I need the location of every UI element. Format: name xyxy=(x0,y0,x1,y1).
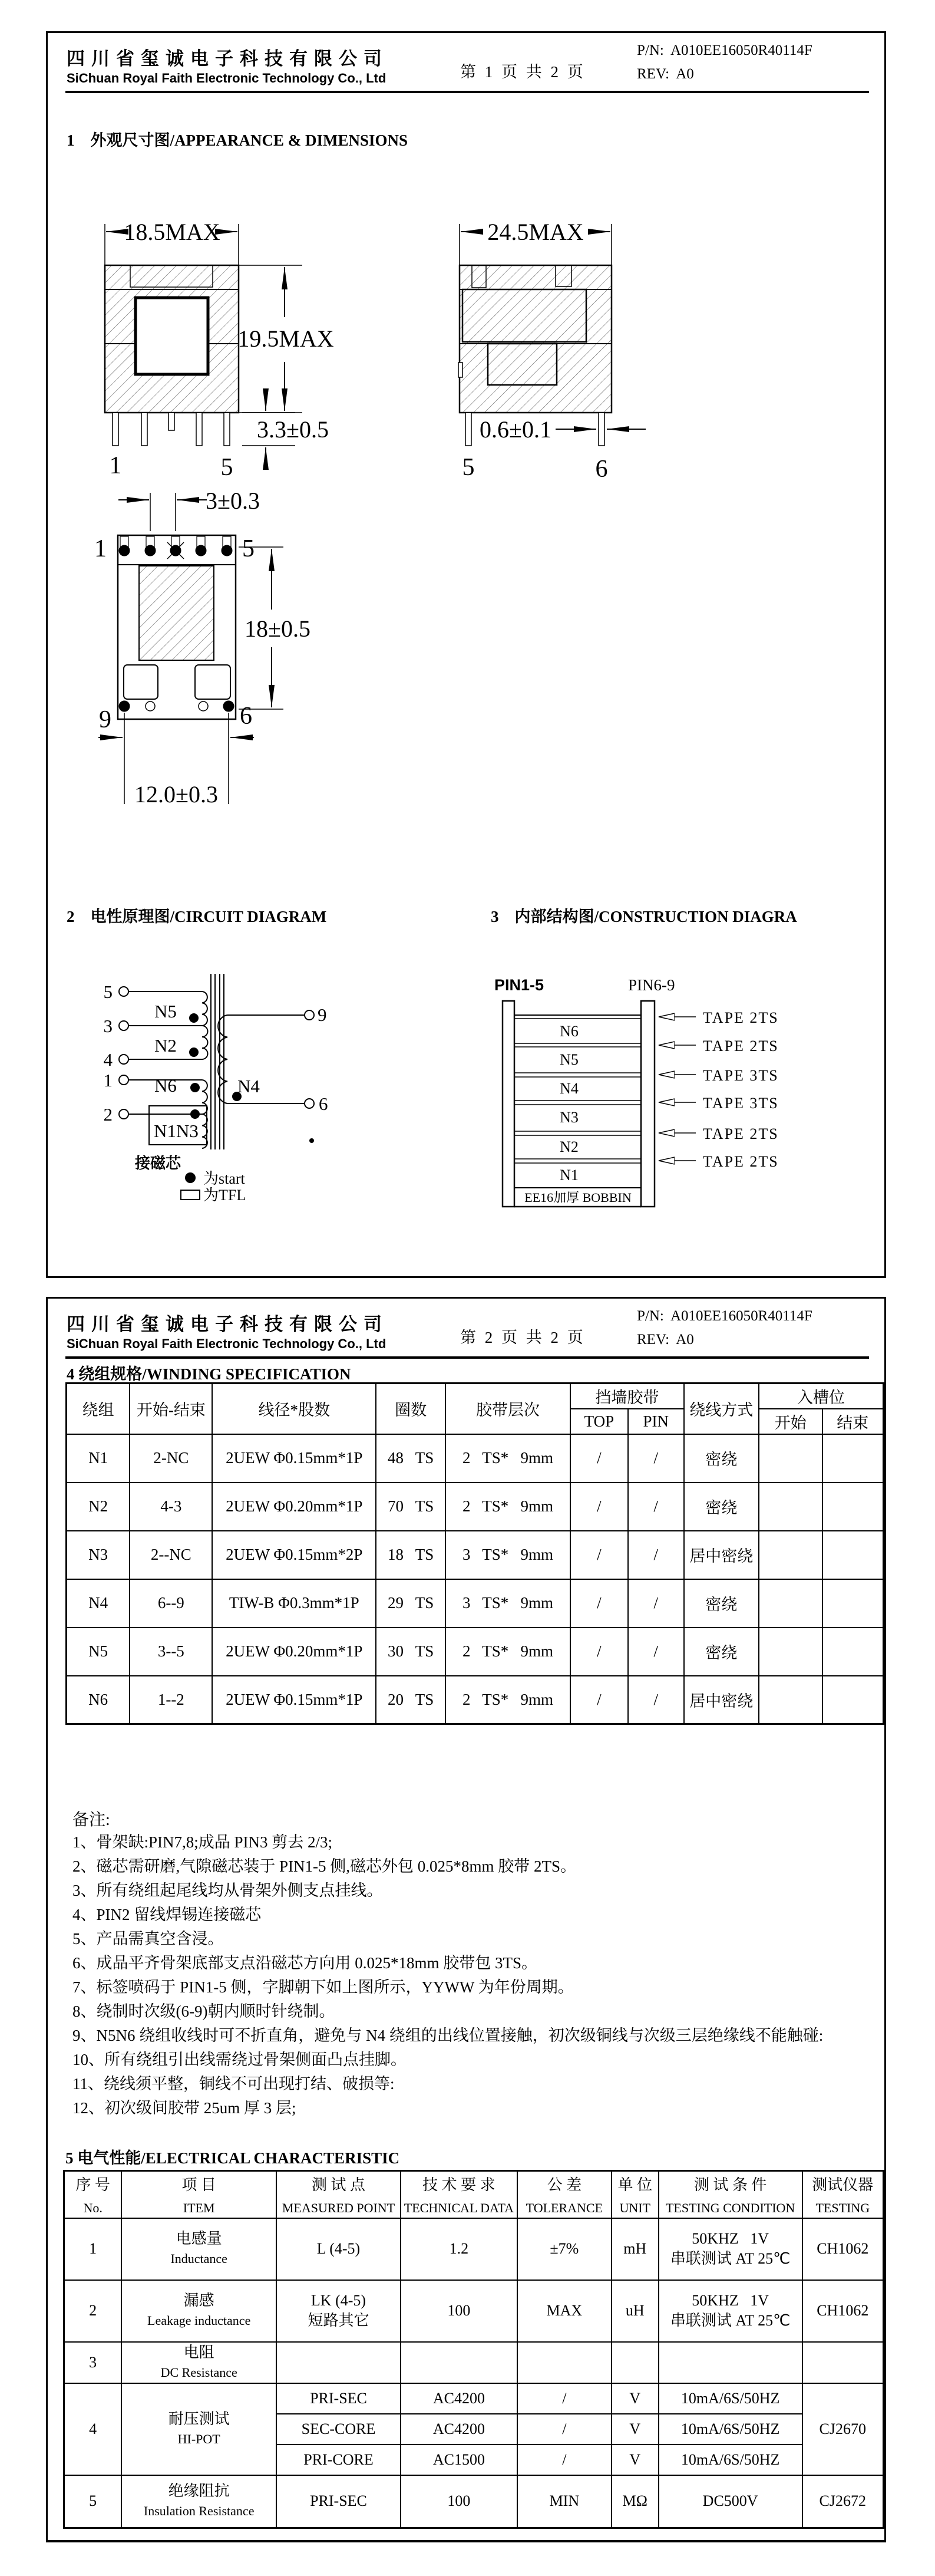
construction-diagram xyxy=(460,971,873,1249)
cell-unit xyxy=(612,2342,659,2383)
front-pin5-label: 5 xyxy=(220,454,233,481)
tape-label-5: TAPE 2TS xyxy=(703,1125,779,1142)
dim-side-width: 24.5MAX xyxy=(487,219,584,245)
electrical-characteristic-table xyxy=(63,2170,884,2529)
col-header-slot-start: 开始 xyxy=(759,1409,822,1434)
col-header-wire: 线径*股数 xyxy=(212,1383,376,1434)
tape-label-2: TAPE 2TS xyxy=(703,1037,779,1055)
cell-top: / xyxy=(570,1434,628,1483)
notes-list xyxy=(72,1830,823,2120)
dim-pin-pitch: 3±0.3 xyxy=(206,487,260,514)
cell-condition: 50KHZ 1V 串联测试 AT 25℃ xyxy=(659,2218,802,2280)
cell-tape: 3 TS* 9mm xyxy=(445,1531,570,1579)
cell-no: 4 xyxy=(64,2383,122,2475)
cell-turns: 18 TS xyxy=(376,1531,445,1579)
table-row xyxy=(67,1579,884,1628)
table-row xyxy=(67,1434,884,1483)
cell-instrument xyxy=(802,2342,884,2383)
cell-wire: 2UEW Φ0.20mm*1P xyxy=(212,1628,376,1676)
cell-unit: V xyxy=(612,2383,659,2414)
cell-start-end: 6--9 xyxy=(130,1579,212,1628)
cell-wire: 2UEW Φ0.20mm*1P xyxy=(212,1483,376,1531)
cell-turns: 48 TS xyxy=(376,1434,445,1483)
cell-wire: TIW-B Φ0.3mm*1P xyxy=(212,1579,376,1628)
table-row xyxy=(64,2475,884,2528)
cell-wire: 2UEW Φ0.15mm*2P xyxy=(212,1531,376,1579)
cell-slot-end xyxy=(822,1531,884,1579)
cell-point: LK (4-5) 短路其它 xyxy=(276,2280,401,2342)
cell-winding: N3 xyxy=(67,1531,130,1579)
company-name-cn: 四川省玺诚电子科技有限公司 xyxy=(67,1314,388,1335)
cell-point: PRI-SEC xyxy=(276,2383,401,2414)
col-header-testing: 测试仪器 TESTING xyxy=(802,2171,884,2218)
cell-turns: 30 TS xyxy=(376,1628,445,1676)
cell-slot-end xyxy=(822,1676,884,1724)
cell-point xyxy=(276,2342,401,2383)
section1-title: 1 外观尺寸图/APPEARANCE & DIMENSIONS xyxy=(67,131,408,149)
col-header-technical-data: 技 术 要 求 TECHNICAL DATA xyxy=(401,2171,517,2218)
col-header-turns: 圈数 xyxy=(376,1383,445,1434)
front-pin1-label: 1 xyxy=(109,452,122,479)
dim-bottom-height: 18±0.5 xyxy=(245,615,310,642)
note-line: 1、骨架缺:PIN7,8;成品 PIN3 剪去 2/3; xyxy=(72,1833,333,1851)
circuit-pin5: 5 xyxy=(103,981,113,1002)
cell-pin: / xyxy=(628,1676,684,1724)
cell-tape: 2 TS* 9mm xyxy=(445,1676,570,1724)
cell-point: SEC-CORE xyxy=(276,2414,401,2445)
cell-slot-start xyxy=(759,1434,822,1483)
cell-top: / xyxy=(570,1628,628,1676)
cell-turns: 20 TS xyxy=(376,1676,445,1724)
revision: REV: A0 xyxy=(637,66,694,82)
company-name-en: SiChuan Royal Faith Electronic Technology Co., Ltd xyxy=(67,71,386,85)
layer-n3: N3 xyxy=(560,1109,579,1126)
cell-item: 耐压测试 HI-POT xyxy=(121,2383,276,2475)
col-header-slot: 入槽位 xyxy=(759,1383,884,1409)
construction-pin1-5-label: PIN1-5 xyxy=(494,976,544,994)
cell-tolerance: MAX xyxy=(517,2280,612,2342)
note-line: 6、成品平齐骨架底部支点沿磁芯方向用 0.025*18mm 胶带包 3TS。 xyxy=(72,1954,538,1972)
cell-condition: DC500V xyxy=(659,2475,802,2528)
winding-spec-table xyxy=(65,1382,884,1725)
company-name-en: SiChuan Royal Faith Electronic Technology Co., Ltd xyxy=(67,1336,386,1351)
dim-front-height: 19.5MAX xyxy=(237,325,334,352)
bottom-view xyxy=(98,493,283,804)
cell-item: 漏感 Leakage inductance xyxy=(121,2280,276,2342)
circuit-pin2: 2 xyxy=(103,1104,113,1125)
cell-data: 1.2 xyxy=(401,2218,517,2280)
cell-pin: / xyxy=(628,1434,684,1483)
cell-slot-start xyxy=(759,1676,822,1724)
table-header-row xyxy=(64,2171,884,2218)
note-line: 9、N5N6 绕组收线时可不折直角，避免与 N4 绕组的出线位置接触，初次级铜线与次级三层绝缘线不能触碰: xyxy=(72,2027,824,2044)
bottom-pin1-label: 1 xyxy=(94,535,107,562)
cell-turns: 70 TS xyxy=(376,1483,445,1531)
legend-core-label: 接磁芯 xyxy=(134,1154,181,1172)
cell-winding: N1 xyxy=(67,1434,130,1483)
cell-unit: V xyxy=(612,2445,659,2475)
circuit-diagram xyxy=(54,971,466,1231)
cell-method: 居中密绕 xyxy=(684,1531,759,1579)
bottom-pin5-label: 5 xyxy=(242,535,255,562)
tape-label-3: TAPE 3TS xyxy=(703,1067,779,1084)
cell-data: AC4200 xyxy=(401,2383,517,2414)
col-header-start-end: 开始-结束 xyxy=(130,1383,212,1434)
page-1 xyxy=(46,31,886,1278)
note-line: 11、绕线须平整，铜线不可出现打结、破损等: xyxy=(72,2075,395,2093)
circuit-pin9: 9 xyxy=(318,1004,327,1025)
cell-slot-start xyxy=(759,1531,822,1579)
cell-tolerance: / xyxy=(517,2445,612,2475)
company-name-cn: 四川省玺诚电子科技有限公司 xyxy=(67,48,388,69)
dim-side-pin: 0.6±0.1 xyxy=(480,416,551,443)
winding-n5-label: N5 xyxy=(154,1001,177,1022)
cell-tolerance: / xyxy=(517,2414,612,2445)
cell-point: PRI-SEC xyxy=(276,2475,401,2528)
tape-label-4: TAPE 3TS xyxy=(703,1095,779,1112)
construction-pin6-9-label: PIN6-9 xyxy=(628,976,675,994)
cell-slot-start xyxy=(759,1579,822,1628)
winding-n2-label: N2 xyxy=(154,1035,177,1056)
header-divider xyxy=(65,91,869,93)
side-view xyxy=(458,224,646,446)
cell-method: 密绕 xyxy=(684,1579,759,1628)
circuit-pin1: 1 xyxy=(103,1070,113,1091)
cell-no: 3 xyxy=(64,2342,122,2383)
col-header-unit: 单 位 UNIT xyxy=(612,2171,659,2218)
cell-no: 2 xyxy=(64,2280,122,2342)
col-header-winding: 绕组 xyxy=(67,1383,130,1434)
cell-start-end: 2-NC xyxy=(130,1434,212,1483)
winding-n6-label: N6 xyxy=(154,1075,177,1096)
col-header-pin: PIN xyxy=(628,1409,684,1434)
cell-no: 5 xyxy=(64,2475,122,2528)
cell-data: 100 xyxy=(401,2280,517,2342)
cell-method: 密绕 xyxy=(684,1483,759,1531)
dimensions-drawing xyxy=(48,210,888,817)
cell-instrument: CJ2670 xyxy=(802,2383,884,2475)
table-row xyxy=(64,2218,884,2280)
circuit-pin4: 4 xyxy=(103,1049,113,1070)
section4-title: 4 绕组规格/WINDING SPECIFICATION xyxy=(67,1365,351,1383)
winding-n1n3-label: N1N3 xyxy=(154,1121,199,1141)
circuit-pin6: 6 xyxy=(319,1093,328,1114)
cell-item: 绝缘阻抗 Insulation Resistance xyxy=(121,2475,276,2528)
cell-slot-end xyxy=(822,1434,884,1483)
table-row xyxy=(67,1628,884,1676)
cell-turns: 29 TS xyxy=(376,1579,445,1628)
note-line: 2、磁芯需研磨,气隙磁芯装于 PIN1-5 侧,磁芯外包 0.025*8mm 胶带 2TS。 xyxy=(72,1857,577,1875)
table-row xyxy=(64,2383,884,2414)
cell-tape: 2 TS* 9mm xyxy=(445,1434,570,1483)
col-header-top: TOP xyxy=(570,1409,628,1434)
col-header-method: 绕线方式 xyxy=(684,1383,759,1434)
col-header-tape-layers: 胶带层次 xyxy=(445,1383,570,1434)
col-header-no: 序 号 No. xyxy=(64,2171,122,2218)
note-line: 10、所有绕组引出线需绕过骨架侧面凸点挂脚。 xyxy=(72,2051,407,2068)
section2-title: 2 电性原理图/CIRCUIT DIAGRAM xyxy=(67,908,327,925)
bobbin-label: EE16加厚 BOBBIN xyxy=(524,1190,632,1205)
cell-data xyxy=(401,2342,517,2383)
dim-bottom-width: 12.0±0.3 xyxy=(134,781,218,808)
cell-unit: mH xyxy=(612,2218,659,2280)
cell-start-end: 3--5 xyxy=(130,1628,212,1676)
bottom-pin6-label: 6 xyxy=(240,703,252,730)
cell-method: 密绕 xyxy=(684,1628,759,1676)
table-row xyxy=(64,2280,884,2342)
winding-n4-label: N4 xyxy=(237,1076,260,1096)
cell-pin: / xyxy=(628,1628,684,1676)
cell-top: / xyxy=(570,1676,628,1724)
cell-tolerance: MIN xyxy=(517,2475,612,2528)
cell-winding: N2 xyxy=(67,1483,130,1531)
cell-slot-end xyxy=(822,1483,884,1531)
layer-n4: N4 xyxy=(560,1080,579,1097)
cell-method: 居中密绕 xyxy=(684,1676,759,1724)
note-line: 3、所有绕组起尾线均从骨架外侧支点挂线。 xyxy=(72,1882,383,1899)
table-row xyxy=(64,2342,884,2383)
cell-start-end: 4-3 xyxy=(130,1483,212,1531)
cell-condition: 10mA/6S/50HZ xyxy=(659,2383,802,2414)
note-line: 5、产品需真空含浸。 xyxy=(72,1930,224,1948)
cell-point: PRI-CORE xyxy=(276,2445,401,2475)
table-row xyxy=(67,1531,884,1579)
cell-tolerance: ±7% xyxy=(517,2218,612,2280)
tape-label-1: TAPE 2TS xyxy=(703,1009,779,1026)
cell-slot-end xyxy=(822,1628,884,1676)
section5-title: 5 电气性能/ELECTRICAL CHARACTERISTIC xyxy=(65,2149,400,2167)
cell-instrument: CJ2672 xyxy=(802,2475,884,2528)
cell-winding: N6 xyxy=(67,1676,130,1724)
cell-tolerance: / xyxy=(517,2383,612,2414)
col-header-measured-point: 测 试 点 MEASURED POINT xyxy=(276,2171,401,2218)
cell-unit: uH xyxy=(612,2280,659,2342)
cell-tape: 2 TS* 9mm xyxy=(445,1628,570,1676)
col-header-tolerance: 公 差 TOLERANCE xyxy=(517,2171,612,2218)
cell-unit: MΩ xyxy=(612,2475,659,2528)
cell-data: AC4200 xyxy=(401,2414,517,2445)
col-header-wall-tape: 挡墙胶带 xyxy=(570,1383,684,1409)
cell-start-end: 1--2 xyxy=(130,1676,212,1724)
col-header-item: 项 目 ITEM xyxy=(121,2171,276,2218)
cell-top: / xyxy=(570,1531,628,1579)
cell-unit: V xyxy=(612,2414,659,2445)
cell-no: 1 xyxy=(64,2218,122,2280)
bottom-pin9-label: 9 xyxy=(99,706,111,733)
cell-item: 电感量 Inductance xyxy=(121,2218,276,2280)
part-number: P/N: A010EE16050R40114F xyxy=(637,1308,812,1324)
cell-slot-start xyxy=(759,1628,822,1676)
cell-condition: 50KHZ 1V 串联测试 AT 25℃ xyxy=(659,2280,802,2342)
cell-tape: 3 TS* 9mm xyxy=(445,1579,570,1628)
cell-start-end: 2--NC xyxy=(130,1531,212,1579)
note-line: 7、标签喷码于 PIN1-5 侧，字脚朝下如上图所示，YYWW 为年份周期。 xyxy=(72,1978,574,1996)
revision: REV: A0 xyxy=(637,1332,694,1348)
dim-front-pin: 3.3±0.5 xyxy=(257,416,329,443)
section3-title: 3 内部结构图/CONSTRUCTION DIAGRA xyxy=(491,908,797,925)
page-number: 第 2 页 共 2 页 xyxy=(460,1329,586,1346)
cell-tape: 2 TS* 9mm xyxy=(445,1483,570,1531)
legend-start-label: 为start xyxy=(203,1170,245,1187)
cell-condition xyxy=(659,2342,802,2383)
cell-top: / xyxy=(570,1483,628,1531)
cell-slot-start xyxy=(759,1483,822,1531)
note-line: 12、初次级间胶带 25um 厚 3 层; xyxy=(72,2099,296,2117)
note-line: 4、PIN2 留线焊锡连接磁芯 xyxy=(72,1906,262,1923)
col-header-slot-end: 结束 xyxy=(822,1409,884,1434)
cell-slot-end xyxy=(822,1579,884,1628)
notes-title: 备注: xyxy=(72,1811,110,1829)
cell-method: 密绕 xyxy=(684,1434,759,1483)
note-line: 8、绕制时次级(6-9)朝内顺时针绕制。 xyxy=(72,2002,335,2020)
cell-data: 100 xyxy=(401,2475,517,2528)
circuit-pin3: 3 xyxy=(103,1016,113,1036)
table-row xyxy=(67,1676,884,1724)
part-number: P/N: A010EE16050R40114F xyxy=(637,42,812,58)
cell-condition: 10mA/6S/50HZ xyxy=(659,2414,802,2445)
layer-n1: N1 xyxy=(560,1167,579,1184)
cell-pin: / xyxy=(628,1483,684,1531)
cell-instrument: CH1062 xyxy=(802,2280,884,2342)
cell-wire: 2UEW Φ0.15mm*1P xyxy=(212,1676,376,1724)
legend-tfl-label: 为TFL xyxy=(203,1187,246,1204)
cell-condition: 10mA/6S/50HZ xyxy=(659,2445,802,2475)
layer-n6: N6 xyxy=(560,1023,579,1040)
cell-point: L (4-5) xyxy=(276,2218,401,2280)
layer-n2: N2 xyxy=(560,1138,579,1155)
tape-label-6: TAPE 2TS xyxy=(703,1153,779,1170)
cell-item: 电阻 DC Resistance xyxy=(121,2342,276,2383)
cell-winding: N5 xyxy=(67,1628,130,1676)
side-pin6-label: 6 xyxy=(595,456,608,483)
col-header-testing-condition: 测 试 条 件 TESTING CONDITION xyxy=(659,2171,802,2218)
side-pin5-label: 5 xyxy=(462,454,475,481)
table-row xyxy=(67,1483,884,1531)
page-2 xyxy=(46,1297,886,2542)
layer-n5: N5 xyxy=(560,1051,579,1068)
cell-top: / xyxy=(570,1579,628,1628)
header-divider xyxy=(65,1356,869,1359)
cell-tolerance xyxy=(517,2342,612,2383)
cell-pin: / xyxy=(628,1531,684,1579)
cell-data: AC1500 xyxy=(401,2445,517,2475)
dim-front-width: 18.5MAX xyxy=(124,219,220,245)
page-number: 第 1 页 共 2 页 xyxy=(460,63,586,81)
cell-pin: / xyxy=(628,1579,684,1628)
cell-winding: N4 xyxy=(67,1579,130,1628)
cell-instrument: CH1062 xyxy=(802,2218,884,2280)
cell-wire: 2UEW Φ0.15mm*1P xyxy=(212,1434,376,1483)
